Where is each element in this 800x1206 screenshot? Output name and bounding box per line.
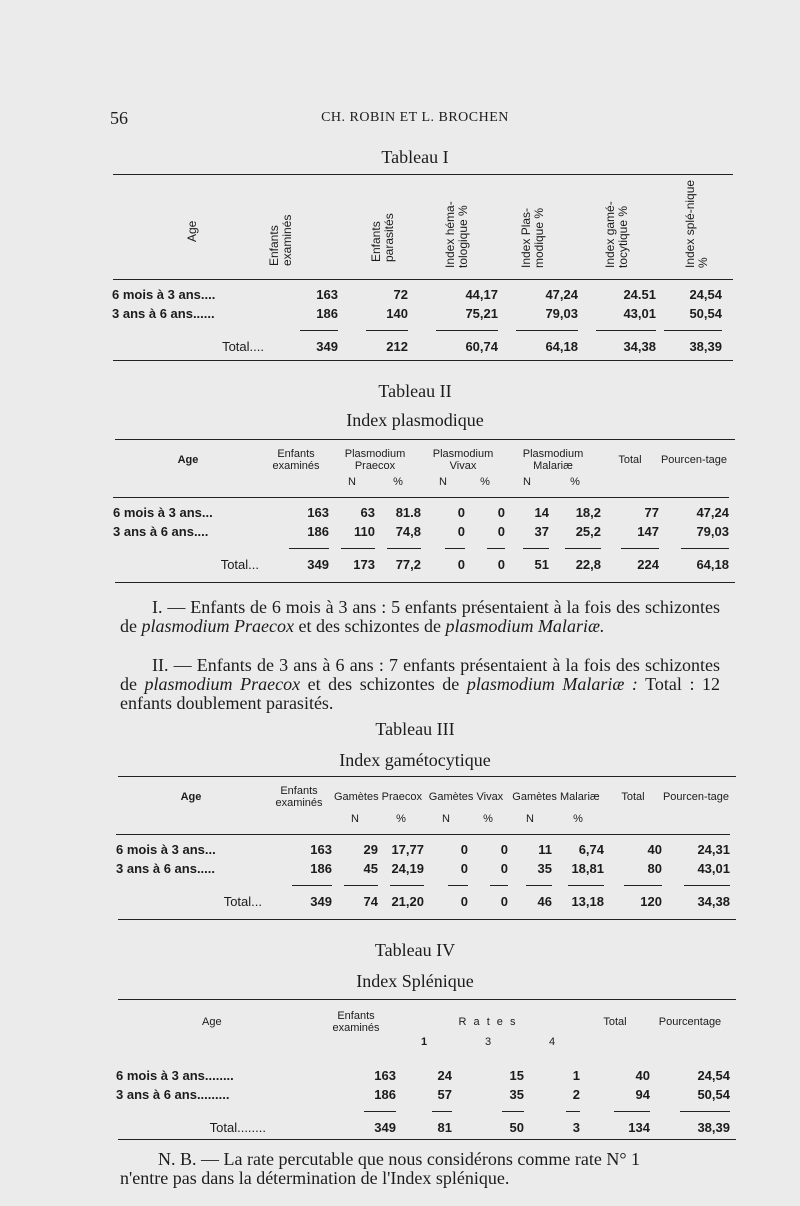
table1-header-rule <box>113 279 733 280</box>
table4-bottom-rule <box>118 1139 736 1140</box>
table1-header-hemato: Index héma-tologique % <box>443 201 470 268</box>
table3-title: Tableau III <box>375 719 455 739</box>
table3-header-age: Age <box>180 791 202 803</box>
table3-header-praecox: Gamètes Praecox <box>333 791 423 803</box>
table1-header-gameto: Index gamé-tocytique % <box>603 201 630 268</box>
table-row: 3 ans à 6 ans......... 186 57 35 2 94 50,54 <box>116 1087 730 1102</box>
table3-header-examined: Enfants examinés <box>275 785 323 809</box>
table2-header-malariae: Plasmodium Malariæ <box>522 448 584 472</box>
table1-header-plasmo: Index Plas-modique % <box>519 207 546 268</box>
table4: Age Enfants examinés R a t e s Total Pourcentage 1 3 4 6 mois à 3 ans........ 163 24 15 1 40 24,54 3 ans à 6 ans......... 186 57 35 2 94 50,54 Total........ 349 81 50 3 134 38,39 <box>116 1010 730 1135</box>
table2-header-vivax: Plasmodium Vivax <box>432 448 494 472</box>
table-row: 6 mois à 3 ans... 163 63 81.8 0 0 14 18,2 77 47,24 <box>113 505 729 520</box>
table4-title: Tableau IV <box>374 940 456 960</box>
table2-header-praecox: Plasmodium Praecox <box>344 448 406 472</box>
table2-header-age: Age <box>177 454 199 466</box>
table3-header-malariae: Gamètes Malariæ <box>512 791 600 803</box>
table-row-total: Total........ 349 81 50 3 134 38,39 <box>209 1119 730 1135</box>
table-row: 3 ans à 6 ans.... 186 110 74,8 0 0 37 25,2 147 79,03 <box>113 524 729 539</box>
table3-subtitle: Index gamétocytique <box>339 750 491 770</box>
paragraph-2: II. — Enfants de 3 ans à 6 ans : 7 enfants présentaient à la fois des schizontes de plasmodium Praecox et des schizontes de plasmodium Malariæ : Total : 12 enfants doublement parasités. <box>120 655 721 713</box>
table3-header-vivax: Gamètes Vivax <box>428 791 504 803</box>
table1-header-spleno: Index splé-nique % <box>683 179 710 268</box>
table1-header-parasited: Enfants parasités <box>369 213 396 262</box>
table2-subtitle: Index plasmodique <box>346 410 484 430</box>
table3-header-total: Total <box>621 791 645 803</box>
table4-header-age: Age <box>202 1016 222 1028</box>
table1 <box>112 285 722 355</box>
table2: Age Enfants examinés Plasmodium Praecox Plasmodium Vivax Plasmodium Malariæ Total Pourcen-tage N % N % N % 6 mois à 3 ans... 163 63 81.8 0 0 14 18,2 77 47,24 3 ans à 6 ans.... 186 110 74,8 0 0 37 25,2 147 79,03 Total... 349 173 77,2 0 0 51 22,8 224 64,18 <box>113 448 729 572</box>
table2-header-examined: Enfants examinés <box>272 448 320 472</box>
table3: Age Enfants examinés Gamètes Praecox Gamètes Vivax Gamètes Malariæ Total Pourcen-tage N % N % N % 6 mois à 3 ans... 163 29 17,77 0 0 11 6,74 40 24,31 3 ans à 6 ans..... 186 45 24,19 0 0 35 18,81 80 43,01 Total... 349 74 21,20 0 0 46 13,18 120 34,38 <box>116 785 730 909</box>
table-row: 6 mois à 3 ans........ 163 24 15 1 40 24,54 <box>116 1068 730 1083</box>
table-row: 6 mois à 3 ans... 163 29 17,77 0 0 11 6,74 40 24,31 <box>116 842 730 857</box>
table1-top-rule <box>113 174 733 175</box>
table-row-total: Total.... 349 212 60,74 64,18 34,38 38,39 <box>222 338 722 354</box>
table-row: 3 ans à 6 ans..... 186 45 24,19 0 0 35 18,81 80 43,01 <box>116 861 730 876</box>
table-row: 6 mois à 3 ans.... 163 72 44,17 47,24 24.51 24,54 <box>112 287 722 302</box>
footnote: N. B. — La rate percutable que nous considérons comme rate N° 1 n'entre pas dans la détermination de l'Index splénique. <box>120 1149 641 1188</box>
table3-top-rule <box>118 776 736 777</box>
table1-header-age: Age <box>185 220 199 242</box>
table-row-total: Total... 349 74 21,20 0 0 46 13,18 120 34,38 <box>223 893 730 909</box>
table4-header-percent: Pourcentage <box>658 1016 722 1028</box>
table4-header-rates: R a t e s <box>458 1016 518 1028</box>
table2-header-percent: Pourcen-tage <box>660 454 728 466</box>
table2-title: Tableau II <box>378 381 452 401</box>
table4-header-total: Total <box>603 1016 627 1028</box>
table1-title: Tableau I <box>381 147 449 167</box>
table1-bottom-rule <box>113 360 733 361</box>
table3-bottom-rule <box>118 919 736 920</box>
table-row: 3 ans à 6 ans...... 186 140 75,21 79,03 43,01 50,54 <box>112 306 722 321</box>
paragraph-1: I. — Enfants de 6 mois à 3 ans : 5 enfants présentaient à la fois des schizontes de plasmodium Praecox et des schizontes de plasmodium Malariæ. <box>120 597 720 636</box>
table4-subtitle: Index Splénique <box>356 971 474 991</box>
table3-header-percent: Pourcen-tage <box>662 791 730 803</box>
table1-header-examined: Enfants examinés <box>267 214 294 266</box>
table4-top-rule <box>118 999 736 1000</box>
running-title: CH. ROBIN ET L. BROCHEN <box>321 110 509 125</box>
table2-top-rule <box>115 439 735 440</box>
table2-bottom-rule <box>115 582 735 583</box>
table4-header-examined: Enfants examinés <box>332 1010 380 1034</box>
table2-header-total: Total <box>618 454 642 466</box>
table-row-total: Total... 349 173 77,2 0 0 51 22,8 224 64,18 <box>220 556 729 572</box>
page-number: 56 <box>110 108 128 128</box>
